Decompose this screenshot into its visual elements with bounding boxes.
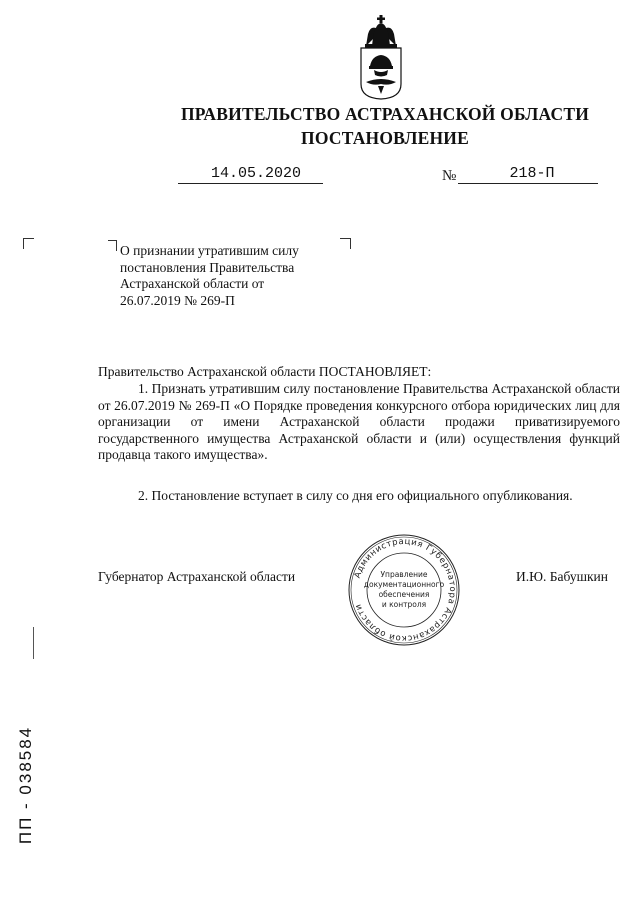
stamp-line: и контроля — [381, 600, 427, 609]
subject-line: Астраханской области от — [120, 276, 265, 291]
subject-line: постановления Правительства — [120, 259, 295, 275]
serial-number-text: ПП - 038584 — [16, 725, 35, 845]
subject-line: О признании утратившим силу — [120, 243, 299, 258]
margin-mark — [33, 627, 34, 659]
subject-block — [120, 243, 340, 309]
number-label: № — [442, 168, 457, 184]
signatory-name: И.Ю. Бабушкин — [516, 569, 609, 584]
document-date: 14.05.2020 — [210, 165, 301, 182]
official-stamp — [347, 533, 461, 647]
preamble: Правительство Астраханской области ПОСТАНОВЛЯЕТ: — [98, 364, 432, 379]
subject-corner-mark — [108, 240, 117, 251]
paragraph-1: 1. Признать утратившим силу постановление Правительства Астраханской области от 26.07.2019 № 269-П «О Порядке проведения конкурсного отбора юридических лиц для организации от имени Астраханской области продажи приватизируемого государственного имущества Астраханской области и (или) осуществления функций продавца такого имущества». — [98, 381, 620, 462]
document-number: 218-П — [509, 165, 555, 182]
stamp-outer-text: Администрация Губернатора Астраханской области — [352, 536, 458, 644]
signatory-position: Губернатор Астраханской области — [98, 569, 296, 584]
stamp-line: документационного — [363, 580, 445, 589]
number-underline — [458, 183, 598, 184]
right-corner-mark — [340, 238, 351, 249]
subject-line: 26.07.2019 № 269-П — [120, 292, 235, 308]
document-type: ПОСТАНОВЛЕНИЕ — [301, 128, 469, 148]
paragraph-2: 2. Постановление вступает в силу со дня его официального опубликования. — [138, 488, 573, 503]
date-underline — [178, 183, 323, 184]
coat-of-arms-icon — [356, 14, 406, 100]
left-corner-mark — [23, 238, 34, 249]
organization-title: ПРАВИТЕЛЬСТВО АСТРАХАНСКОЙ ОБЛАСТИ — [180, 104, 590, 124]
serial-number — [6, 710, 46, 860]
stamp-line: обеспечения — [378, 590, 430, 599]
stamp-line: Управление — [380, 570, 428, 579]
